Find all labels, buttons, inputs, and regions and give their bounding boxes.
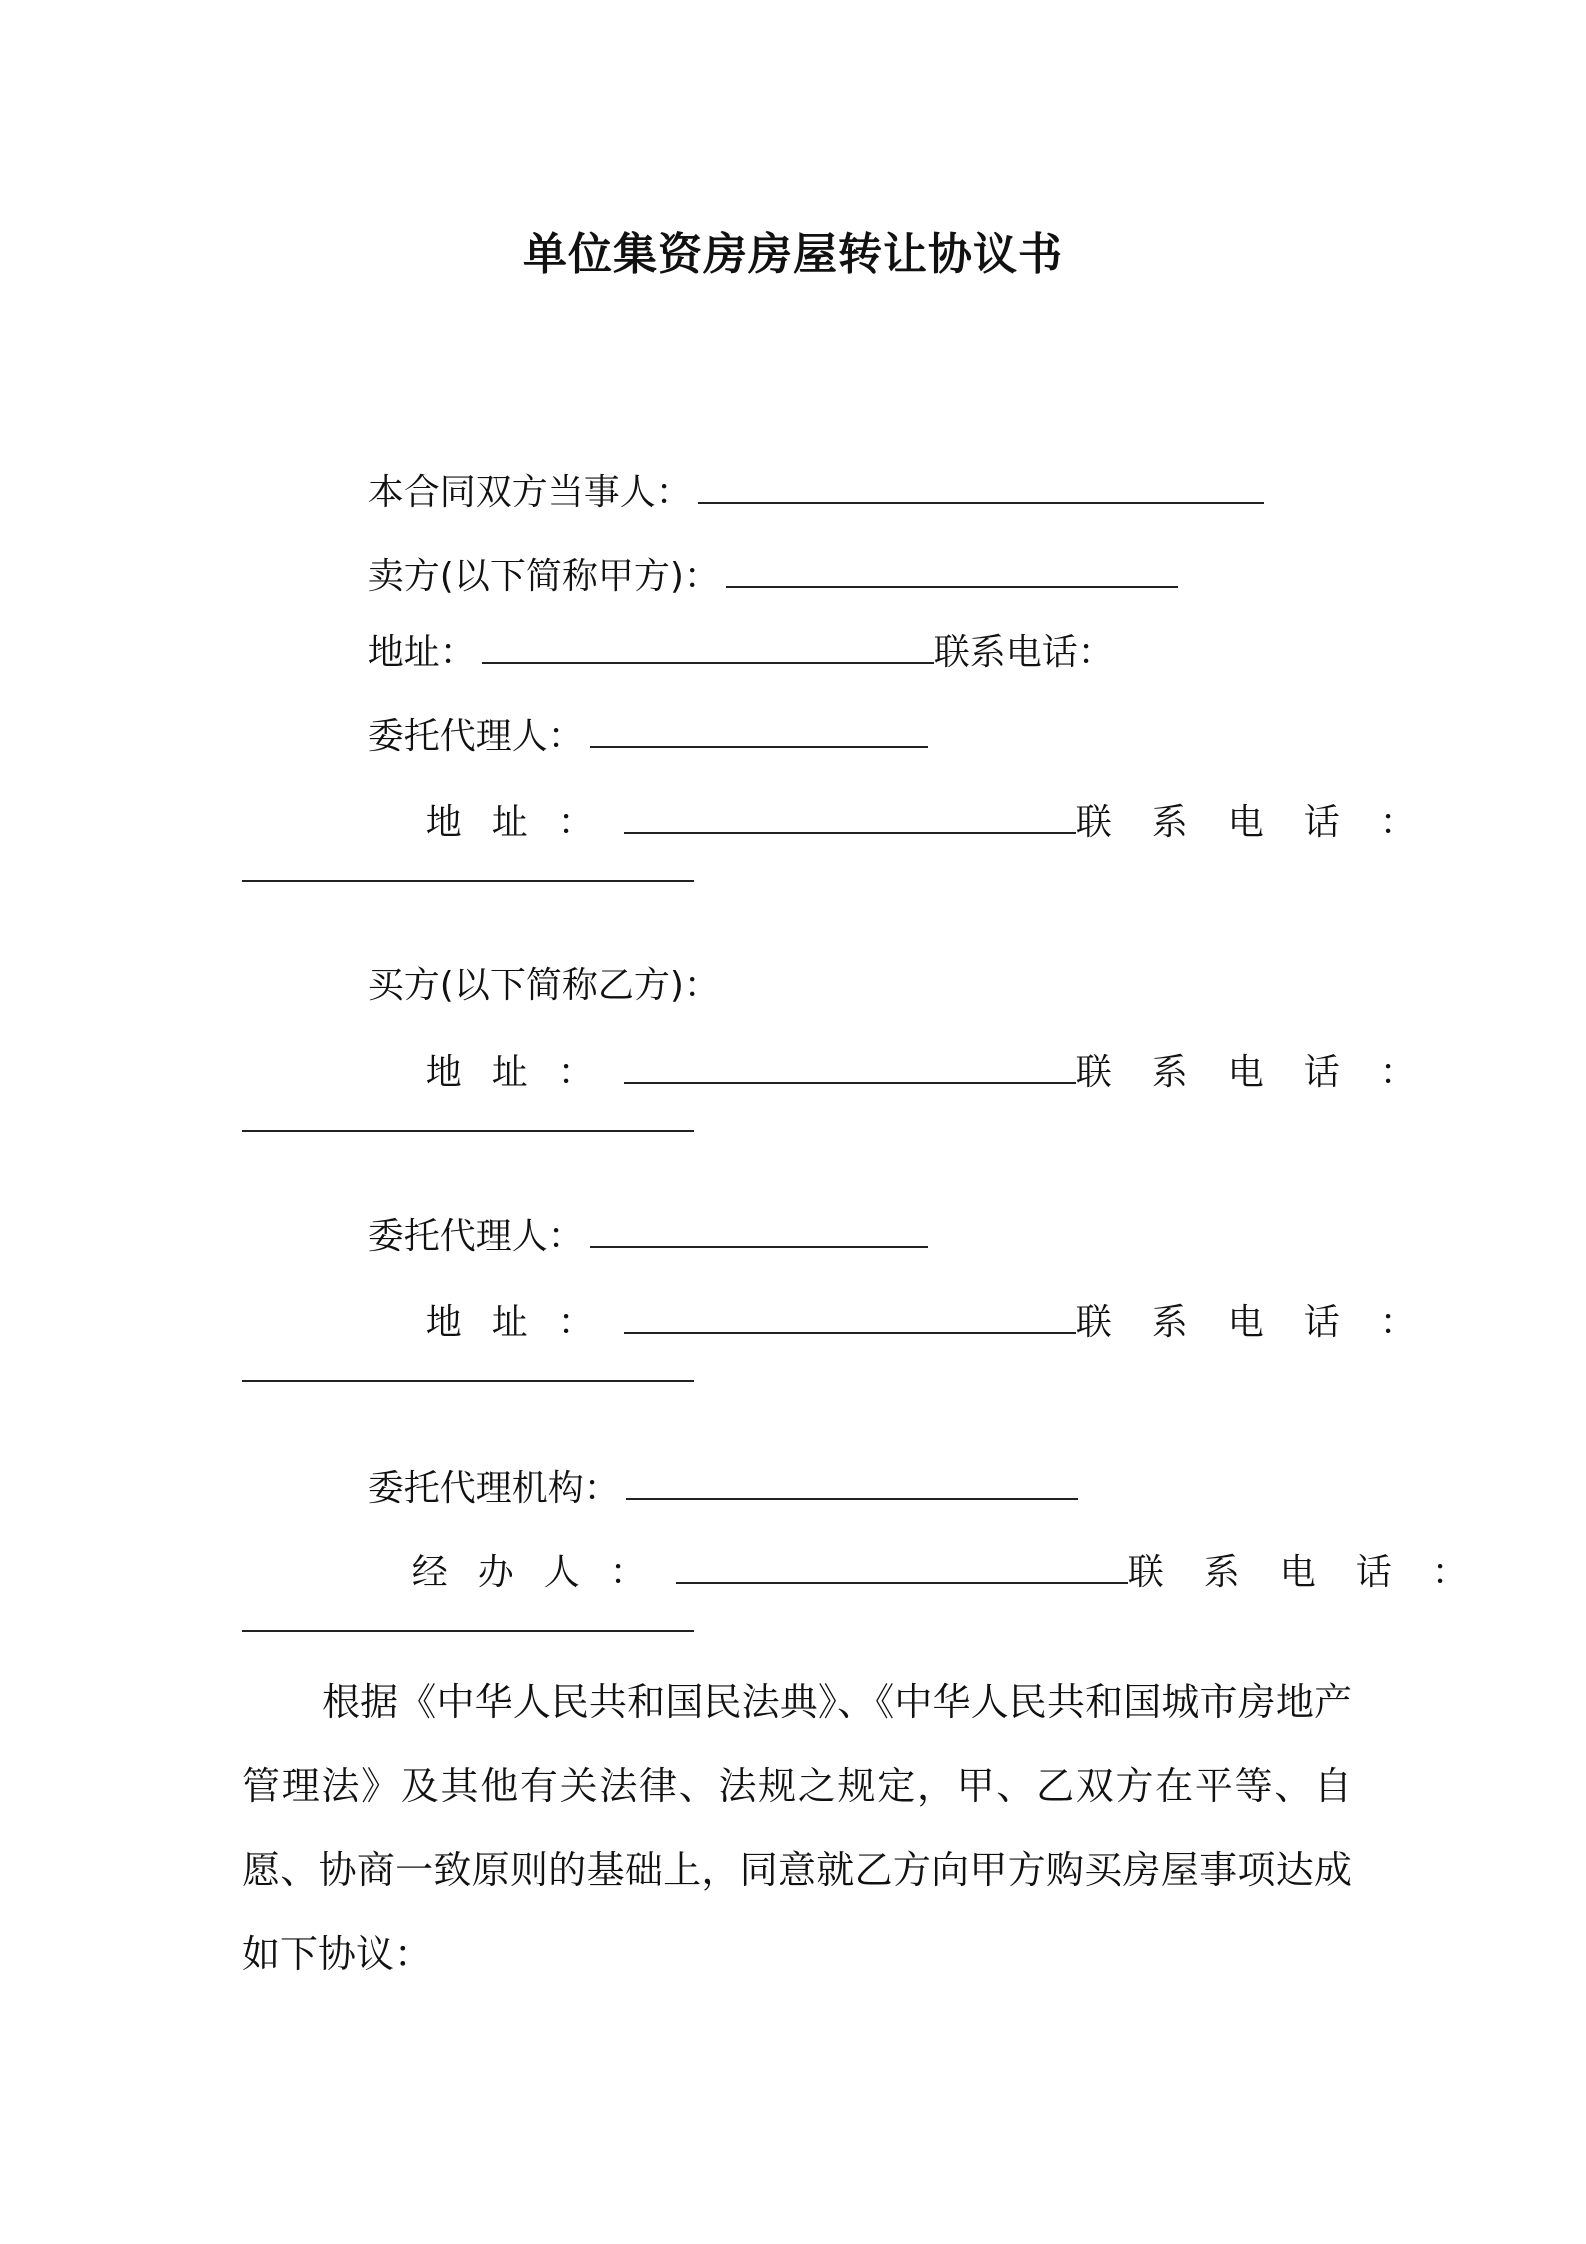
- body-paragraph: 根据《中华人民共和国民法典》、《中华人民共和国城市房地产管理法》及其他有关法律、法规之规定，甲、乙双方在平等、自愿、协商一致原则的基础上，同意就乙方向甲方购买房屋事项达成如下协议：: [242, 1680, 1352, 1976]
- buyer-agent-phone-blank[interactable]: [242, 1380, 694, 1382]
- seller-agent-label: 委托代理人：: [367, 716, 584, 757]
- handler-phone-label: 联系电话：: [1127, 1552, 1508, 1593]
- handler-line: [366, 1500, 1508, 1645]
- buyer-agent-address-line: [380, 1250, 1456, 1395]
- seller-address-blank[interactable]: [482, 628, 934, 664]
- buyer-agent-address-blank[interactable]: [624, 1298, 1076, 1334]
- seller-phone-label: 联系电话：: [933, 632, 1114, 673]
- agency-blank[interactable]: [626, 1464, 1078, 1500]
- seller-agent-address-blank[interactable]: [624, 798, 1076, 834]
- agency-label: 委托代理机构：: [367, 1468, 620, 1509]
- handler-blank[interactable]: [676, 1548, 1128, 1584]
- buyer-agent-blank[interactable]: [590, 1212, 928, 1248]
- buyer-address-label: 地址：: [425, 1052, 624, 1093]
- seller-agent-address-line: [380, 750, 1456, 895]
- buyer-phone-blank[interactable]: [242, 1130, 694, 1132]
- buyer-agent-address-label: 地址：: [425, 1302, 624, 1343]
- buyer-phone-label: 联系电话：: [1075, 1052, 1456, 1093]
- seller-address-label: 地址：: [367, 632, 476, 673]
- seller-agent-phone-blank[interactable]: [242, 880, 694, 882]
- document-title: 单位集资房房屋转让协议书: [523, 229, 1063, 280]
- buyer-agent-phone-label: 联系电话：: [1075, 1302, 1456, 1343]
- handler-label: 经办人：: [411, 1552, 676, 1593]
- seller-agent-phone-label: 联系电话：: [1075, 802, 1456, 843]
- buyer-agent-label: 委托代理人：: [367, 1216, 584, 1257]
- seller-agent-blank[interactable]: [590, 712, 928, 748]
- handler-phone-blank[interactable]: [242, 1630, 694, 1632]
- buyer-address-line: [380, 1000, 1456, 1145]
- seller-agent-address-label: 地址：: [425, 802, 624, 843]
- buyer-label: 买方(以下简称乙方)：: [367, 965, 720, 1006]
- buyer-address-blank[interactable]: [624, 1048, 1076, 1084]
- parties-label: 本合同双方当事人：: [367, 472, 692, 513]
- parties-blank[interactable]: [698, 468, 1264, 504]
- seller-label: 卖方(以下简称甲方)：: [367, 556, 720, 597]
